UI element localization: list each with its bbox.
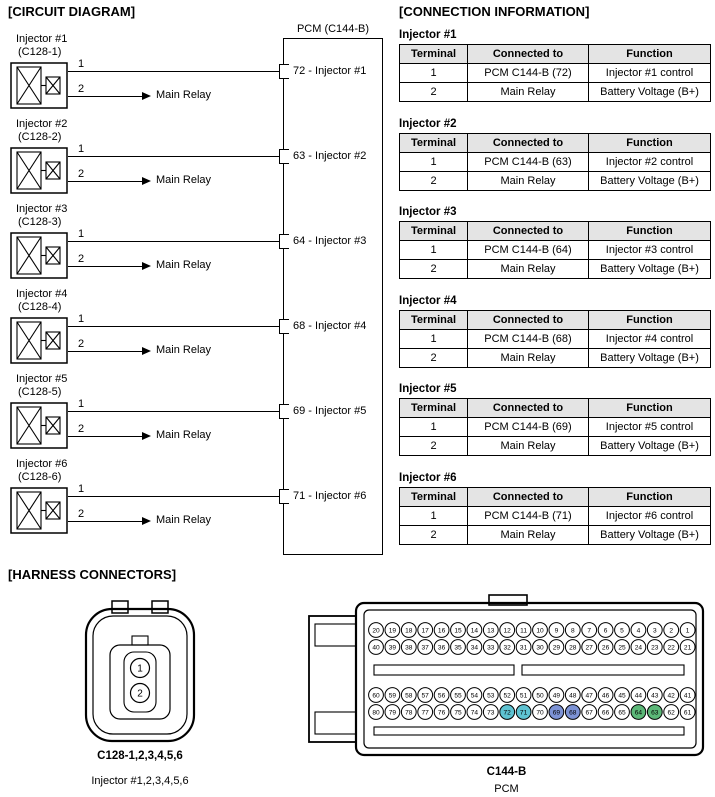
header-function: Function: [589, 222, 711, 241]
c144-pin-number: 20: [372, 627, 380, 635]
table-row: [400, 437, 711, 456]
cell-connected-to: PCM C144-B (72): [468, 64, 589, 83]
connection-table-group-5: [399, 383, 710, 456]
c144-pin-number: 47: [585, 692, 593, 700]
c144-pin-number: 32: [503, 644, 511, 652]
cell-connected-to: PCM C144-B (64): [468, 241, 589, 260]
harness-connectors-title: [HARNESS CONNECTORS]: [8, 567, 177, 582]
c144-pin-number: 31: [519, 644, 528, 652]
c144-pin-number: 72: [503, 709, 511, 717]
c144-side-bracket-lower: [315, 712, 356, 734]
pcm-pin-bracket: [279, 319, 289, 334]
cell-terminal: 1: [400, 418, 468, 437]
terminal-1-number: 1: [78, 483, 85, 495]
c144-pin-number: 28: [569, 644, 577, 652]
table-row: [400, 241, 711, 260]
c144-pin-number: 77: [421, 709, 429, 717]
table-row: [400, 153, 711, 172]
injector-name: Injector #2: [16, 118, 68, 130]
c128-pin-2-number: 2: [137, 688, 143, 700]
terminal-1-number: 1: [78, 58, 85, 70]
terminal-2-number: 2: [78, 508, 85, 520]
terminal-1-number: 1: [78, 228, 85, 240]
c144-pin-number: 59: [388, 692, 397, 700]
arrowhead-icon: [142, 347, 151, 355]
c144-pin-number: 40: [372, 644, 380, 652]
header-terminal: Terminal: [400, 488, 468, 507]
c144-pin-number: 46: [601, 692, 610, 700]
cell-function: Injector #2 control: [589, 153, 711, 172]
connection-table-group-2: [399, 118, 710, 191]
wire-terminal-2: [68, 521, 142, 522]
c144-connector-drawing: [308, 594, 705, 762]
pcm-pin-bracket: [279, 149, 289, 164]
pcm-pin-label: 72 - Injector #1: [293, 65, 367, 77]
c144-pin-number: 15: [454, 627, 462, 635]
connection-info-title: [CONNECTION INFORMATION]: [399, 4, 590, 19]
pcm-pin-bracket: [279, 64, 289, 79]
c144-pin-number: 70: [536, 709, 544, 717]
cell-terminal: 2: [400, 526, 468, 545]
arrowhead-icon: [142, 92, 151, 100]
connection-table-group-3: [399, 206, 710, 279]
c144-key-slot-left: [374, 665, 514, 675]
c128-connector-sublabel: Injector #1,2,3,4,5,6: [91, 775, 189, 787]
wire-terminal-1: [68, 411, 281, 412]
c144-pin-number: 57: [421, 692, 429, 700]
c144-pin-number: 66: [601, 709, 610, 717]
header-connected-to: Connected to: [468, 222, 589, 241]
injector-block-3: [0, 203, 398, 288]
injector-connector-label: (C128-2): [18, 131, 62, 143]
c144-pin-number: 68: [569, 709, 577, 717]
injector-connector-label: (C128-1): [18, 46, 62, 58]
header-function: Function: [589, 488, 711, 507]
injector-block-1: [0, 33, 398, 118]
c128-pin-1-number: 1: [137, 663, 143, 675]
c144-pin-number: 1: [685, 627, 690, 635]
c144-pin-number: 2: [669, 627, 674, 635]
terminal-2-number: 2: [78, 168, 85, 180]
c128-tab-right: [152, 601, 168, 613]
header-function: Function: [589, 134, 711, 153]
connection-table: [399, 310, 711, 368]
c144-pin-number: 67: [585, 709, 593, 717]
connection-table: [399, 398, 711, 456]
cell-connected-to: Main Relay: [468, 349, 589, 368]
cell-terminal: 1: [400, 507, 468, 526]
c144-pin-number: 14: [470, 627, 479, 635]
header-connected-to: Connected to: [468, 399, 589, 418]
header-terminal: Terminal: [400, 399, 468, 418]
c144-pin-number: 75: [454, 709, 462, 717]
header-connected-to: Connected to: [468, 488, 589, 507]
table-row: [400, 418, 711, 437]
terminal-2-number: 2: [78, 83, 85, 95]
c128-connector-label: C128-1,2,3,4,5,6: [97, 750, 183, 762]
connection-table-group-1: [399, 29, 710, 102]
header-terminal: Terminal: [400, 45, 468, 64]
c144-pin-number: 41: [683, 692, 692, 700]
c144-pin-number: 3: [652, 627, 657, 635]
main-relay-label: Main Relay: [156, 259, 212, 271]
terminal-1-number: 1: [78, 143, 85, 155]
cell-function: Injector #6 control: [589, 507, 711, 526]
c144-pin-number: 26: [601, 644, 610, 652]
c144-pin-number: 36: [437, 644, 446, 652]
c144-pin-number: 18: [405, 627, 413, 635]
table-row: [400, 330, 711, 349]
c144-pin-number: 4: [636, 627, 641, 635]
c144-pin-number: 34: [470, 644, 479, 652]
main-relay-label: Main Relay: [156, 429, 212, 441]
c144-pin-number: 11: [520, 627, 528, 635]
arrowhead-icon: [142, 177, 151, 185]
wire-terminal-1: [68, 496, 281, 497]
c144-pin-number: 74: [470, 709, 479, 717]
table-title: Injector #6: [399, 472, 457, 484]
c144-pin-number: 73: [487, 709, 495, 717]
c144-pin-number: 50: [536, 692, 544, 700]
table-row: [400, 526, 711, 545]
c144-pin-number: 71: [519, 709, 528, 717]
table-row: [400, 349, 711, 368]
wire-terminal-1: [68, 71, 281, 72]
main-relay-label: Main Relay: [156, 89, 212, 101]
table-title: Injector #5: [399, 383, 457, 395]
c144-pin-number: 19: [388, 627, 397, 635]
arrowhead-icon: [142, 262, 151, 270]
wire-terminal-2: [68, 436, 142, 437]
c144-pin-number: 55: [454, 692, 462, 700]
c144-connector-label: C144-B: [486, 766, 527, 778]
injector-connector-label: (C128-5): [18, 386, 62, 398]
cell-function: Battery Voltage (B+): [589, 83, 711, 102]
c144-pin-number: 7: [587, 627, 592, 635]
cell-connected-to: PCM C144-B (63): [468, 153, 589, 172]
cell-connected-to: PCM C144-B (68): [468, 330, 589, 349]
c144-pin-number: 44: [634, 692, 643, 700]
c144-pin-number: 78: [405, 709, 413, 717]
cell-connected-to: PCM C144-B (69): [468, 418, 589, 437]
arrowhead-icon: [142, 432, 151, 440]
c144-bottom-slot: [374, 727, 684, 735]
injector-connector-label: (C128-4): [18, 301, 62, 313]
c144-pin-number: 39: [388, 644, 397, 652]
cell-terminal: 1: [400, 153, 468, 172]
terminal-1-number: 1: [78, 313, 85, 325]
wire-terminal-2: [68, 96, 142, 97]
c128-inner-shell: [93, 616, 187, 734]
terminal-1-number: 1: [78, 398, 85, 410]
table-row: [400, 64, 711, 83]
wire-terminal-1: [68, 241, 281, 242]
c144-pin-number: 6: [603, 627, 608, 635]
injector-name: Injector #5: [16, 373, 68, 385]
c144-pin-number: 49: [552, 692, 561, 700]
header-function: Function: [589, 311, 711, 330]
pcm-pin-bracket: [279, 489, 289, 504]
terminal-2-number: 2: [78, 338, 85, 350]
c144-pin-number: 35: [454, 644, 462, 652]
header-connected-to: Connected to: [468, 311, 589, 330]
pcm-pin-label: 71 - Injector #6: [293, 490, 367, 502]
circuit-diagram-title: [CIRCUIT DIAGRAM]: [8, 4, 136, 19]
cell-connected-to: Main Relay: [468, 260, 589, 279]
injector-symbol: [10, 317, 68, 364]
c128-key-notch: [132, 636, 148, 645]
cell-function: Injector #5 control: [589, 418, 711, 437]
table-title: Injector #4: [399, 295, 457, 307]
pcm-pin-label: 68 - Injector #4: [293, 320, 367, 332]
connection-table: [399, 44, 711, 102]
cell-terminal: 1: [400, 241, 468, 260]
injector-symbol: [10, 487, 68, 534]
injector-block-4: [0, 288, 398, 373]
c144-pin-number: 8: [570, 627, 575, 635]
c128-cavity-frame: [110, 645, 170, 719]
cell-connected-to: Main Relay: [468, 526, 589, 545]
cell-terminal: 1: [400, 64, 468, 83]
injector-symbol: [10, 147, 68, 194]
header-terminal: Terminal: [400, 311, 468, 330]
table-title: Injector #1: [399, 29, 457, 41]
c144-pin-grid: [369, 623, 695, 720]
c144-pin-number: 22: [667, 644, 675, 652]
table-title: Injector #2: [399, 118, 457, 130]
c144-pin-number: 37: [421, 644, 429, 652]
cell-terminal: 2: [400, 437, 468, 456]
connection-table: [399, 221, 711, 279]
injector-block-2: [0, 118, 398, 203]
c128-outer-shell: [86, 609, 194, 741]
c144-pin-number: 23: [651, 644, 659, 652]
pcm-pin-bracket: [279, 234, 289, 249]
c144-pin-number: 60: [372, 692, 380, 700]
cell-terminal: 1: [400, 330, 468, 349]
c144-pin-number: 48: [569, 692, 577, 700]
connection-table-group-4: [399, 295, 710, 368]
main-relay-label: Main Relay: [156, 514, 212, 526]
main-relay-label: Main Relay: [156, 174, 212, 186]
cell-function: Battery Voltage (B+): [589, 172, 711, 191]
c144-pin-number: 76: [437, 709, 446, 717]
wire-terminal-1: [68, 156, 281, 157]
arrowhead-icon: [142, 517, 151, 525]
table-row: [400, 83, 711, 102]
cell-function: Battery Voltage (B+): [589, 526, 711, 545]
terminal-2-number: 2: [78, 423, 85, 435]
connection-table-group-6: [399, 472, 710, 545]
cell-function: Injector #4 control: [589, 330, 711, 349]
injector-name: Injector #1: [16, 33, 68, 45]
injector-name: Injector #6: [16, 458, 68, 470]
c144-pin-number: 38: [405, 644, 413, 652]
c144-pin-number: 10: [536, 627, 544, 635]
cell-connected-to: PCM C144-B (71): [468, 507, 589, 526]
terminal-2-number: 2: [78, 253, 85, 265]
pcm-pin-bracket: [279, 404, 289, 419]
injector-name: Injector #4: [16, 288, 68, 300]
c144-pin-number: 58: [405, 692, 413, 700]
c144-pin-number: 54: [470, 692, 479, 700]
cell-function: Injector #1 control: [589, 64, 711, 83]
cell-terminal: 2: [400, 349, 468, 368]
header-terminal: Terminal: [400, 222, 468, 241]
main-relay-label: Main Relay: [156, 344, 212, 356]
c144-pin-number: 21: [683, 644, 692, 652]
injector-symbol: [10, 232, 68, 279]
c144-pin-number: 62: [667, 709, 675, 717]
c144-pin-number: 53: [487, 692, 495, 700]
c144-connector-sublabel: PCM: [494, 783, 519, 795]
injector-connector-label: (C128-6): [18, 471, 62, 483]
cell-connected-to: Main Relay: [468, 172, 589, 191]
c144-pin-number: 64: [634, 709, 643, 717]
wire-terminal-1: [68, 326, 281, 327]
wire-terminal-2: [68, 351, 142, 352]
cell-terminal: 2: [400, 83, 468, 102]
c144-side-bracket: [309, 616, 356, 742]
c144-pin-number: 24: [634, 644, 643, 652]
c144-pin-number: 16: [437, 627, 446, 635]
c144-pin-number: 17: [421, 627, 429, 635]
table-title: Injector #3: [399, 206, 457, 218]
header-connected-to: Connected to: [468, 45, 589, 64]
c144-pin-number: 33: [487, 644, 495, 652]
c144-key-slot-right: [522, 665, 684, 675]
cell-connected-to: Main Relay: [468, 437, 589, 456]
header-function: Function: [589, 399, 711, 418]
c144-pin-number: 5: [620, 627, 624, 635]
c144-pin-number: 65: [618, 709, 626, 717]
cell-function: Battery Voltage (B+): [589, 349, 711, 368]
pcm-pin-label: 63 - Injector #2: [293, 150, 367, 162]
c144-pin-number: 51: [519, 692, 528, 700]
c144-pin-number: 30: [536, 644, 544, 652]
table-row: [400, 172, 711, 191]
c128-tab-left: [112, 601, 128, 613]
c144-pin-number: 12: [503, 627, 511, 635]
connection-table: [399, 133, 711, 191]
c144-pin-number: 42: [667, 692, 675, 700]
table-row: [400, 507, 711, 526]
injector-symbol: [10, 402, 68, 449]
injector-connector-label: (C128-3): [18, 216, 62, 228]
pcm-pin-label: 69 - Injector #5: [293, 405, 367, 417]
cell-connected-to: Main Relay: [468, 83, 589, 102]
c144-pin-number: 80: [372, 709, 380, 717]
cell-terminal: 2: [400, 260, 468, 279]
wire-terminal-2: [68, 181, 142, 182]
header-terminal: Terminal: [400, 134, 468, 153]
c144-pin-number: 56: [437, 692, 446, 700]
c144-pin-number: 43: [651, 692, 659, 700]
c144-pin-number: 9: [554, 627, 559, 635]
c144-side-bracket-upper: [315, 624, 356, 646]
cell-function: Injector #3 control: [589, 241, 711, 260]
injector-block-5: [0, 373, 398, 458]
c144-pin-number: 29: [552, 644, 561, 652]
c128-connector-drawing: [78, 598, 202, 748]
c144-pin-number: 52: [503, 692, 511, 700]
injector-symbol: [10, 62, 68, 109]
c144-pin-number: 79: [388, 709, 397, 717]
c144-pin-number: 25: [618, 644, 626, 652]
pcm-label: PCM (C144-B): [296, 23, 370, 35]
injector-name: Injector #3: [16, 203, 68, 215]
c144-pin-number: 63: [651, 709, 659, 717]
connection-table: [399, 487, 711, 545]
table-row: [400, 260, 711, 279]
injector-block-6: [0, 458, 398, 543]
pcm-pin-label: 64 - Injector #3: [293, 235, 367, 247]
wire-terminal-2: [68, 266, 142, 267]
c144-pin-number: 69: [552, 709, 561, 717]
cell-function: Battery Voltage (B+): [589, 437, 711, 456]
c144-pin-number: 13: [487, 627, 495, 635]
c144-pin-number: 27: [585, 644, 593, 652]
c144-pin-number: 61: [683, 709, 692, 717]
header-connected-to: Connected to: [468, 134, 589, 153]
c144-pin-number: 45: [618, 692, 626, 700]
header-function: Function: [589, 45, 711, 64]
cell-function: Battery Voltage (B+): [589, 260, 711, 279]
cell-terminal: 2: [400, 172, 468, 191]
